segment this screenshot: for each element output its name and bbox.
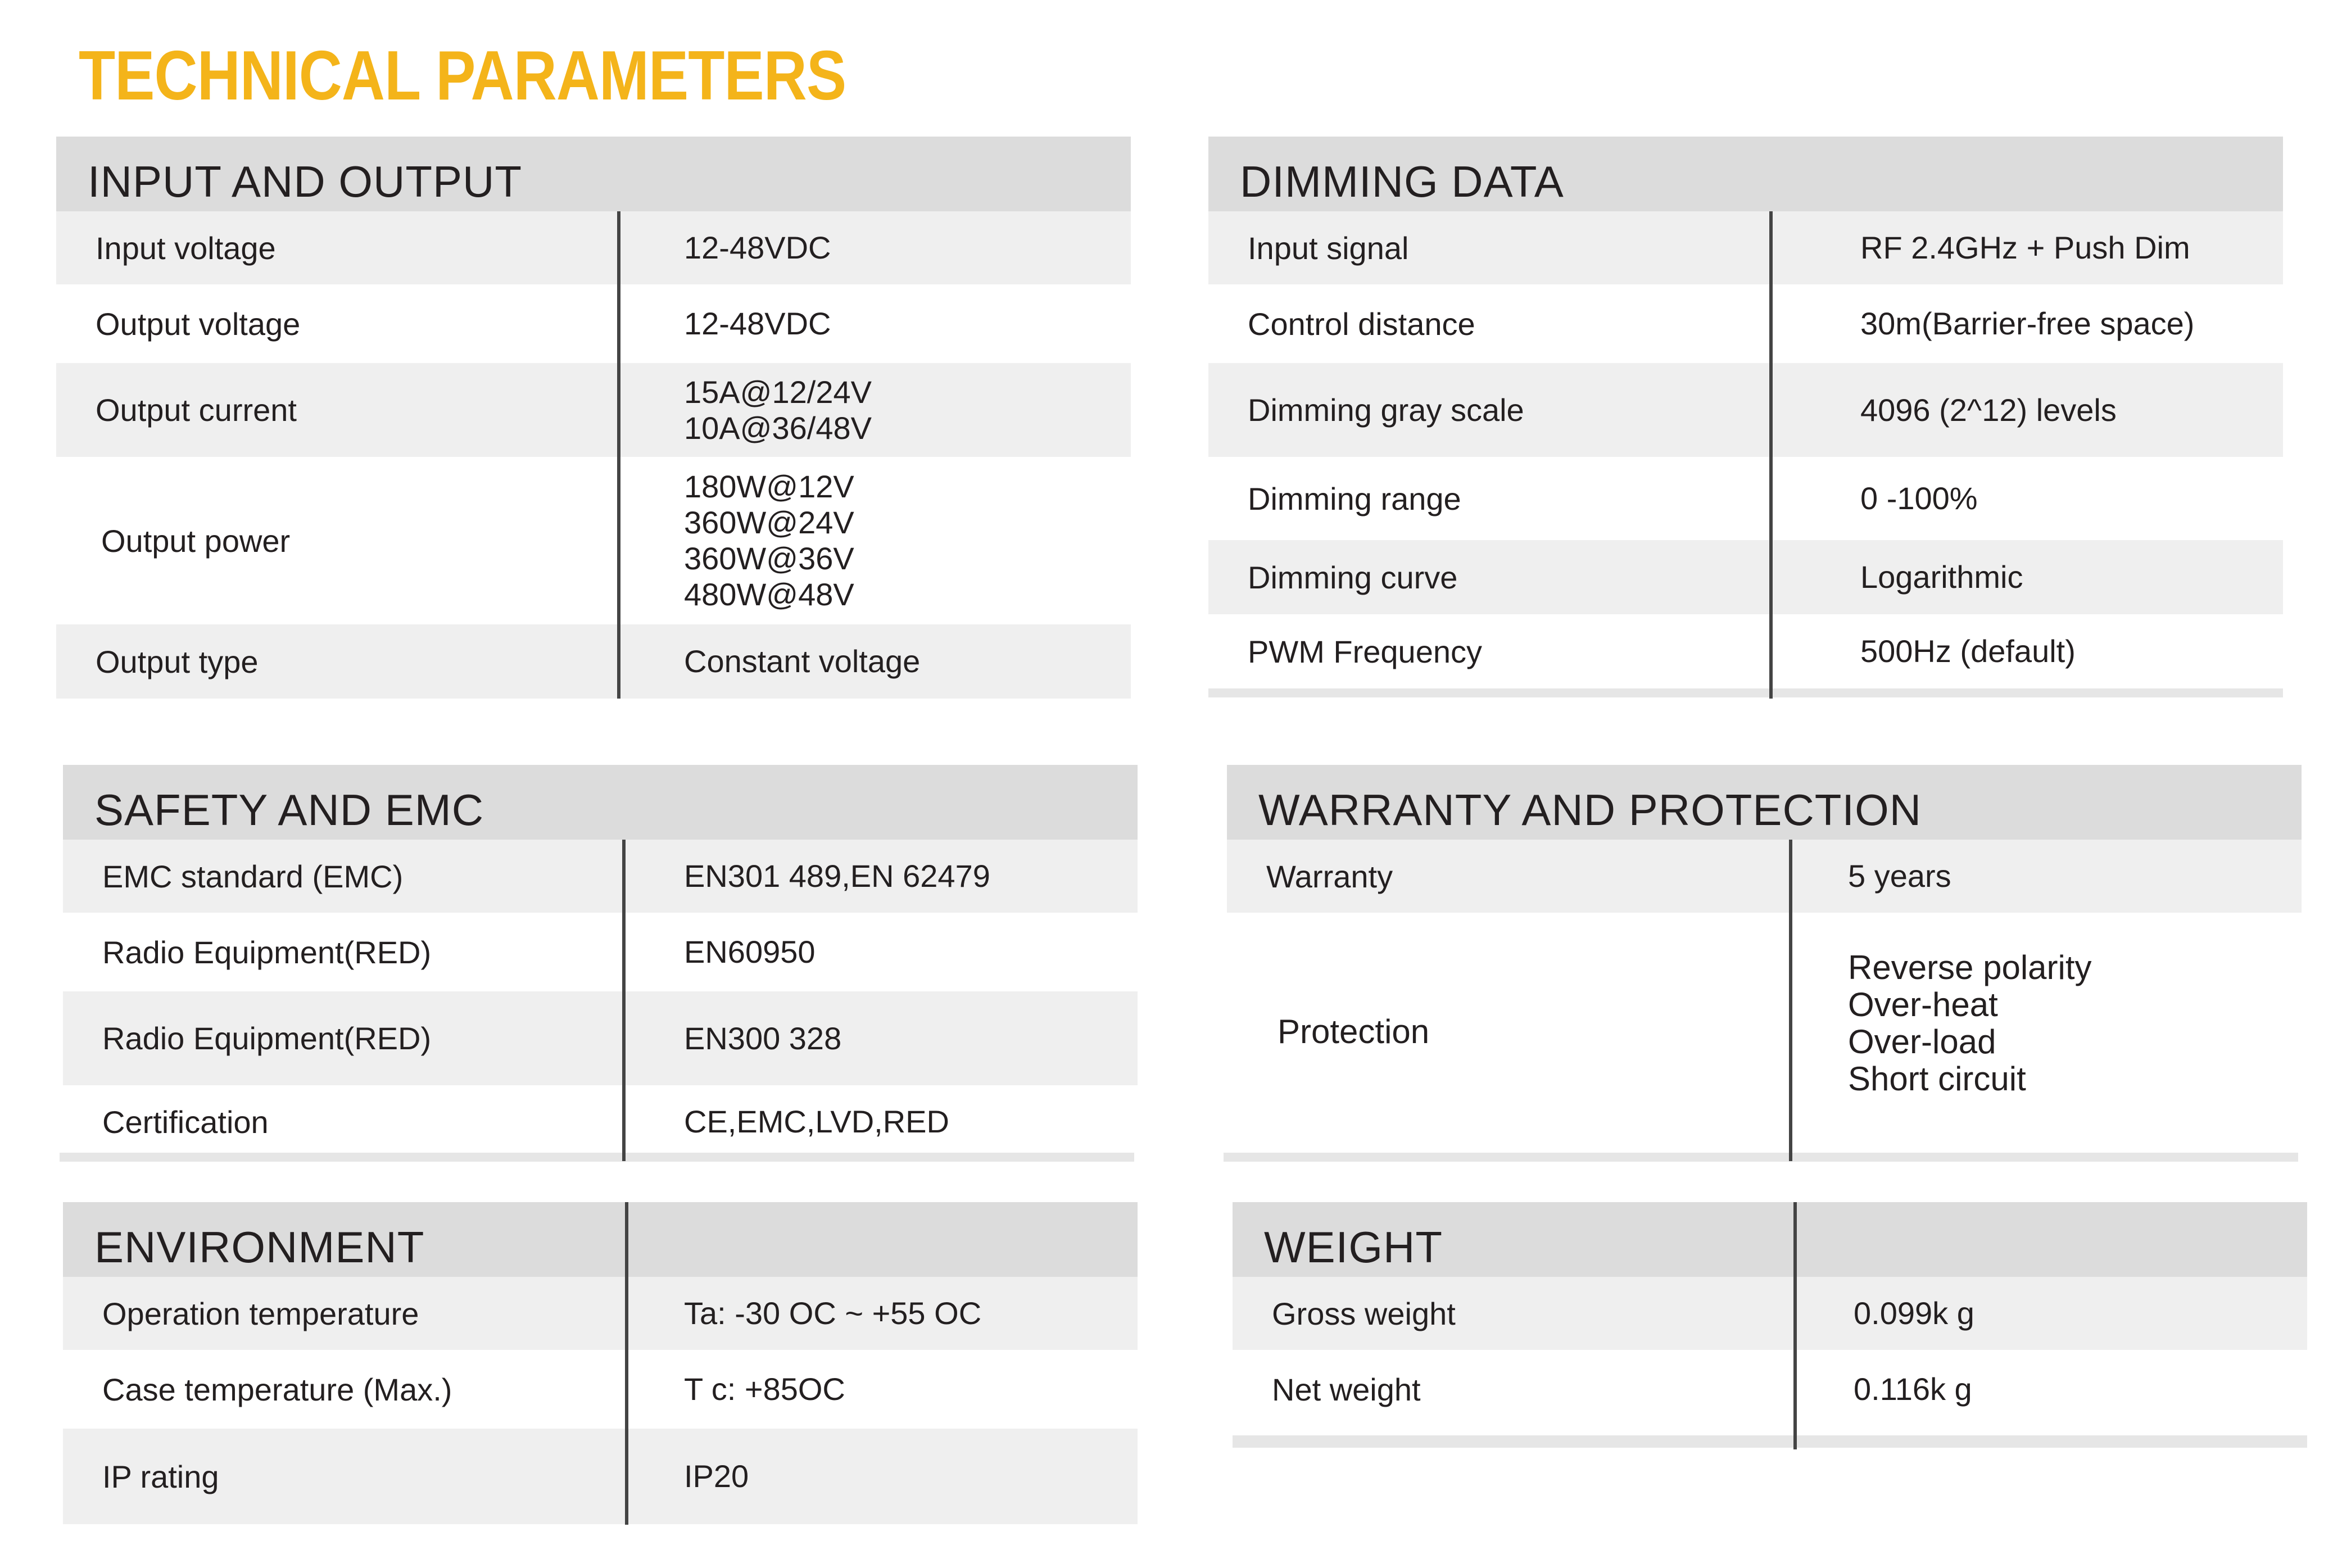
spec-row-gross-weight bbox=[1233, 1277, 2307, 1350]
spec-label: Radio Equipment(RED) bbox=[102, 1021, 432, 1056]
column-divider bbox=[625, 1202, 628, 1525]
spec-value-line: 12-48VDC bbox=[684, 230, 831, 265]
spec-value bbox=[684, 840, 990, 913]
spec-value-line: 500Hz (default) bbox=[1860, 633, 2076, 669]
spec-row-emc-standard bbox=[63, 840, 1138, 913]
spec-value-line: 5 years bbox=[1848, 858, 1951, 894]
spec-value bbox=[1860, 284, 2194, 363]
spec-label: Dimming gray scale bbox=[1248, 392, 1524, 428]
spec-value-line: Short circuit bbox=[1848, 1060, 2026, 1098]
spec-value-line: Logarithmic bbox=[1860, 559, 2023, 595]
spec-row-output-power bbox=[56, 457, 1131, 624]
spec-row-radio-equipment bbox=[63, 991, 1138, 1085]
spec-value bbox=[684, 913, 816, 991]
spec-row-dimming-range bbox=[1208, 457, 2283, 540]
spec-label: Output current bbox=[96, 392, 297, 428]
column-divider bbox=[622, 840, 626, 1161]
spec-value-line: 480W@48V bbox=[684, 577, 854, 612]
spec-value bbox=[684, 991, 841, 1085]
spec-value-line: Over-heat bbox=[1848, 986, 1998, 1023]
spec-value-line: 10A@36/48V bbox=[684, 410, 872, 446]
spec-value bbox=[1860, 211, 2190, 284]
spec-label: Gross weight bbox=[1272, 1295, 1456, 1331]
section-bottom-strip bbox=[60, 1153, 1134, 1162]
spec-value bbox=[684, 284, 831, 363]
spec-label: Input voltage bbox=[96, 230, 276, 266]
spec-label: Output type bbox=[96, 643, 259, 679]
spec-value-line: 12-48VDC bbox=[684, 306, 831, 341]
spec-value-line: 15A@12/24V bbox=[684, 374, 872, 410]
spec-label: Protection bbox=[1278, 1012, 1430, 1050]
spec-row-dimming-gray-scale bbox=[1208, 363, 2283, 457]
column-divider bbox=[1789, 840, 1792, 1161]
spec-value bbox=[1860, 540, 2023, 614]
spec-label: IP rating bbox=[102, 1458, 219, 1494]
spec-label: Output power bbox=[101, 523, 291, 559]
spec-row-ip-rating bbox=[63, 1429, 1138, 1524]
page-title: TECHNICAL PARAMETERS bbox=[79, 37, 846, 115]
environment-section bbox=[63, 1202, 1138, 1525]
weight-section bbox=[1233, 1202, 2307, 1449]
spec-value bbox=[684, 624, 920, 699]
spec-row-certification bbox=[63, 1085, 1138, 1158]
spec-value-line: Over-load bbox=[1848, 1023, 1996, 1061]
section-title: WEIGHT bbox=[1264, 1222, 1443, 1272]
spec-label: Certification bbox=[102, 1104, 269, 1140]
spec-value bbox=[1860, 363, 2117, 457]
section-header bbox=[63, 1202, 1138, 1277]
spec-row-input-voltage bbox=[56, 211, 1131, 284]
spec-value-line: 0 -100% bbox=[1860, 481, 1978, 516]
spec-row-protection bbox=[1227, 913, 2302, 1150]
input-output-section bbox=[56, 137, 1131, 699]
spec-row-input-signal bbox=[1208, 211, 2283, 284]
section-title: ENVIRONMENT bbox=[94, 1222, 425, 1272]
spec-value bbox=[1854, 1277, 1974, 1350]
section-bottom-strip bbox=[1224, 1153, 2298, 1162]
spec-row-case-temperature bbox=[63, 1350, 1138, 1429]
spec-value-line: 0.099k g bbox=[1854, 1295, 1974, 1331]
spec-value-line: EN301 489,EN 62479 bbox=[684, 858, 990, 894]
column-divider bbox=[617, 211, 620, 699]
spec-row-output-voltage bbox=[56, 284, 1131, 363]
spec-value-line: 4096 (2^12) levels bbox=[1860, 392, 2117, 428]
section-title: SAFETY AND EMC bbox=[94, 785, 484, 835]
spec-label: Case temperature (Max.) bbox=[102, 1371, 452, 1407]
spec-row-pwm-frequency bbox=[1208, 614, 2283, 688]
spec-label: Net weight bbox=[1272, 1371, 1421, 1407]
spec-value-line: RF 2.4GHz + Push Dim bbox=[1860, 230, 2190, 265]
spec-value-line: 0.116k g bbox=[1854, 1371, 1972, 1407]
spec-row-warranty bbox=[1227, 840, 2302, 913]
spec-label: Dimming range bbox=[1248, 481, 1461, 516]
spec-label: Warranty bbox=[1266, 858, 1393, 894]
spec-value bbox=[1860, 457, 1978, 540]
section-title: INPUT AND OUTPUT bbox=[88, 157, 522, 206]
dimming-data-section bbox=[1208, 137, 2283, 699]
spec-value bbox=[1854, 1350, 1972, 1429]
section-header bbox=[56, 137, 1131, 211]
spec-value bbox=[684, 363, 872, 457]
spec-row-radio-equipment bbox=[63, 913, 1138, 991]
section-header bbox=[1233, 1202, 2307, 1277]
spec-value-line: Reverse polarity bbox=[1848, 949, 2092, 986]
spec-label: PWM Frequency bbox=[1248, 633, 1482, 669]
spec-value bbox=[1848, 840, 1951, 913]
spec-value bbox=[684, 1350, 845, 1429]
spec-label: Dimming curve bbox=[1248, 559, 1458, 595]
section-header bbox=[1208, 137, 2283, 211]
spec-value bbox=[684, 1429, 749, 1524]
spec-label: Control distance bbox=[1248, 306, 1475, 342]
spec-value-line: 30m(Barrier-free space) bbox=[1860, 306, 2195, 341]
spec-value bbox=[684, 211, 831, 284]
spec-value-line: EN300 328 bbox=[684, 1020, 842, 1056]
column-divider bbox=[1769, 211, 1773, 699]
spec-value-line: 360W@36V bbox=[684, 541, 854, 576]
warranty-protection-section bbox=[1227, 765, 2302, 1161]
spec-row-output-current bbox=[56, 363, 1131, 457]
spec-value bbox=[1860, 614, 2076, 688]
section-header bbox=[1227, 765, 2302, 840]
spec-value-line: T c: +85OC bbox=[684, 1371, 845, 1407]
section-bottom-strip bbox=[1208, 688, 2283, 697]
section-title: DIMMING DATA bbox=[1240, 157, 1564, 206]
spec-label: Operation temperature bbox=[102, 1295, 419, 1331]
section-header bbox=[63, 765, 1138, 840]
spec-row-control-distance bbox=[1208, 284, 2283, 363]
spec-value bbox=[1848, 913, 2092, 1098]
section-title: WARRANTY AND PROTECTION bbox=[1258, 785, 1922, 835]
spec-row-dimming-curve bbox=[1208, 540, 2283, 614]
section-bottom-strip bbox=[1233, 1435, 2307, 1448]
spec-label: Output voltage bbox=[96, 306, 301, 342]
spec-row-output-type bbox=[56, 624, 1131, 699]
spec-value-line: EN60950 bbox=[684, 934, 816, 969]
spec-row-net-weight bbox=[1233, 1350, 2307, 1429]
spec-label: Radio Equipment(RED) bbox=[102, 934, 432, 970]
spec-value-line: CE,EMC,LVD,RED bbox=[684, 1104, 949, 1139]
spec-value bbox=[684, 1085, 949, 1158]
safety-emc-section bbox=[63, 765, 1138, 1161]
spec-value bbox=[684, 457, 854, 624]
spec-value-line: 180W@12V bbox=[684, 469, 854, 504]
spec-value-line: Ta: -30 OC ~ +55 OC bbox=[684, 1295, 982, 1331]
spec-label: EMC standard (EMC) bbox=[102, 858, 404, 894]
spec-value-line: Constant voltage bbox=[684, 643, 921, 679]
spec-value-line: IP20 bbox=[684, 1458, 749, 1494]
spec-label: Input signal bbox=[1248, 230, 1409, 266]
spec-row-operation-temperature bbox=[63, 1277, 1138, 1350]
spec-value bbox=[684, 1277, 981, 1350]
column-divider bbox=[1793, 1202, 1797, 1449]
spec-value-line: 360W@24V bbox=[684, 505, 854, 540]
